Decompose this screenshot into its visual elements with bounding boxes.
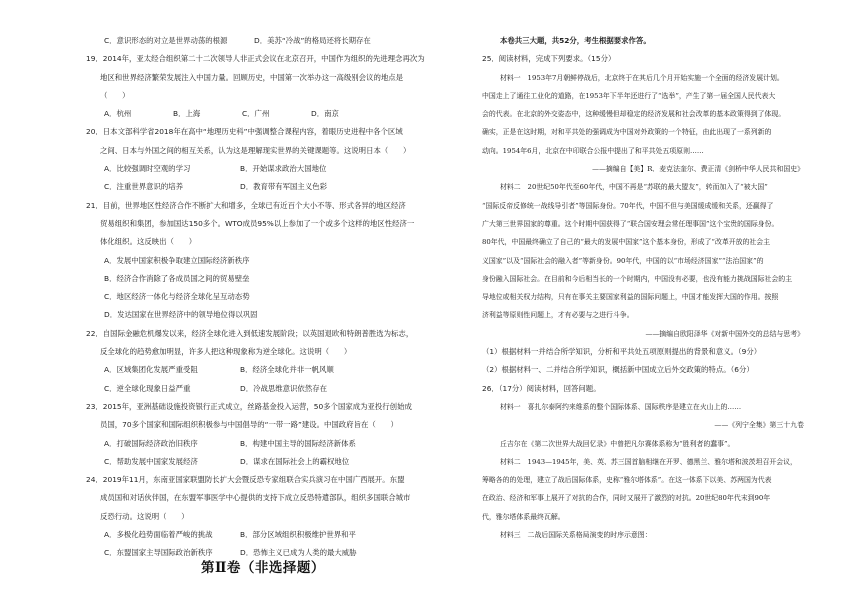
- q26-material-2-line-4: 代，雅尔塔体系最终瓦解。: [482, 512, 565, 521]
- option-d: D．冷战思维意识依然存在: [240, 383, 327, 393]
- option-c: C．东盟国家主导国际政治新秩序: [104, 548, 213, 558]
- q22-line-1: 22．自国际金融危机爆发以来，经济全球化进入到低速发展阶段；以英国退欧和特朗普胜选为标志，: [86, 328, 414, 338]
- option-c: C．逆全球化现象日益严重: [104, 383, 191, 393]
- q26-material-1: 材料一 喜扎尔泰阿约来维系的整个国际体系、国际秩序是建立在火山上的……: [500, 402, 742, 411]
- q25-material-1-line-2: 中国走上了通往工业化的道路，在1953年下半年还进行了“选举”，产生了第一届全国人民代表大: [482, 91, 776, 100]
- q19-line-2: 地区和世界经济繁荣发展注入中国力量。回顾历史，中国第一次举办这一高级别会议的地点是: [100, 72, 404, 82]
- q25-material-1-line-1: 材料一 1953年7月朝鲜停战后，北京终于在其后几个月开始实施一个全面的经济发展计划。: [500, 73, 784, 82]
- q21-option-d: D．发达国家在世界经济中的领导地位得以巩固: [104, 310, 258, 320]
- q23-line-2: 员国，70多个国家和国际组织积极参与中国倡导的“一带一路”建设。中国政府旨在（ ）: [100, 420, 398, 430]
- option-d: D．恐怖主义已成为人类的最大威胁: [240, 548, 357, 558]
- q25-material-2-line-6: 身份融入国际社会。在目前和今后相当长的一个时期内，中国没有必要，也没有能力挑战国际社会的主: [482, 274, 793, 283]
- q21-line-3: 体化组织。这反映出（ ）: [100, 237, 197, 247]
- q26-material-2-line-3: 在政治、经济和军事上展开了对抗的合作，同时又展开了激烈的对抗。20世纪80年代末到90年: [482, 494, 771, 503]
- q21-option-c: C．地区经济一体化与经济全球化呈互动态势: [104, 292, 250, 302]
- option-d: D．南京: [311, 109, 339, 119]
- q23-options-cd: [86, 453, 438, 471]
- option-c: C．帮助发展中国家发展经济: [104, 456, 198, 466]
- q26-material-1b: 丘吉尔在《第二次世界大战回忆录》中曾把凡尔赛体系称为“胜利者的蠢事”。: [500, 439, 735, 448]
- option-b: B．开始谋求政治大国地位: [240, 164, 327, 174]
- q25-material-2-line-4: 80年代，中国最终确立了自己的“最大的发展中国家”这个基本身份，形成了“改革开放的社会主: [482, 238, 771, 247]
- option-b: B．上海: [173, 109, 201, 119]
- q25-material-2-line-8: 济利益等原则性问题上，才有必要与之进行斗争。: [482, 311, 634, 320]
- q26-material-2-line-2: 筹略各的的处理，建立了战后国际体系，史称“雅尔塔体系”。在这一体系下以美、苏两国为代表: [482, 476, 772, 485]
- q26-source-1: ——《列宁全集》第三十九卷: [714, 421, 804, 430]
- q25-source-1: ——摘编自【美】R．麦克法奎尔、费正清《剑桥中华人民共和国史》: [592, 165, 804, 174]
- q24-options-ab: [86, 526, 438, 544]
- right-column: [482, 0, 812, 544]
- option-a: A．多极化趋势面临着严峻的挑战: [104, 530, 213, 540]
- option-b: B．构建中国主导的国际经济新体系: [240, 438, 356, 448]
- q24-line-1: 24．2019年11月，东南亚国家联盟防长扩大会暨反恐专家组联合实兵演习在中国广西展开。东盟: [86, 475, 405, 485]
- q23-options-ab: [86, 435, 438, 453]
- q20-options-ab: [86, 160, 438, 178]
- q25-material-2-line-7: 导地位或相关权力结构，只有在事关主要国家利益的国际问题上，中国才能发挥大国的作用。按照: [482, 293, 779, 302]
- q20-options-cd: [86, 178, 438, 196]
- q25-material-1-line-4: 确实，正是在这时期，对和平共处的强调成为中国对外政策的一个特征，由此出现了一系列新的: [482, 128, 772, 137]
- q21-line-1: 21．目前，世界地区性经济合作不断扩大和增多，全球已有近百个大小不等、形式各异的地区经济: [86, 200, 406, 210]
- q26-heading: 26．（17分）阅读材料，回答问题。: [482, 383, 601, 393]
- part-intro: 本卷共三大题，共52分，考生根据要求作答。: [500, 36, 651, 45]
- option-a: A．打破国际经济政治旧秩序: [104, 438, 198, 448]
- q25-material-2-line-2: “国际反帝反修统一战线导引者”等国际身份。70年代，中国不但与美国缓成缓和关系，还赢得了: [482, 201, 774, 210]
- option-c: C．意识形态的对立是世界动荡的根源: [104, 36, 228, 45]
- q26-material-3: 材料三 二战后国际关系格局演变的时序示意图：: [500, 531, 652, 540]
- option-c: C．注重世界意识的培养: [104, 182, 184, 192]
- q25-ask-1: （1）根据材料一并结合所学知识，分析和平共处五项原则提出的背景和意义。（9分）: [482, 347, 762, 357]
- option-d: D．谋求在国际社会上的霸权地位: [240, 456, 350, 466]
- q21-option-a: A．发展中国家积极争取建立国际经济新秩序: [104, 255, 250, 265]
- q19-line-1: 19．2014年，亚太经合组织第二十二次领导人非正式会议在北京召开，中国作为组织的先进理念再次为: [86, 54, 425, 64]
- option-b: B．部分区域组织积极维护世界和平: [240, 530, 356, 540]
- q25-ask-2: （2）根据材料一、二并结合所学知识，概括新中国成立后外交政策的特点。（6分）: [482, 365, 754, 375]
- q20-line-2: 之间、日本与外国之间的相互关系，认为这是理解现实世界的关键课题等。这说明日本（ ）: [100, 145, 411, 155]
- q25-material-2-line-1: 材料二 20世纪50年代至60年代，中国不再是“苏联的最大盟友”，转而加入了“被大国”: [500, 183, 768, 192]
- option-d: D．教育带有军国主义色彩: [240, 182, 327, 192]
- q19-options: [86, 105, 438, 123]
- q24-line-3: 反恐行动。这说明（ ）: [100, 511, 189, 521]
- q25-material-1-line-5: 动向。1954年6月，北京在中印联合公报中提出了和平共处五项原则……: [482, 146, 704, 155]
- q25-material-2-line-3: 广大第三世界国家的尊重。这个时期中国获得了“联合国安理会常任理事国”这个宝贵的国际身份。: [482, 219, 779, 228]
- q22-options-ab: [86, 361, 438, 379]
- q21-line-2: 贸易组织和集团，参加国达150多个。WTO成员95%以上参加了一个或多个这样的地区性经济一: [100, 218, 415, 228]
- option-c: C．广州: [242, 109, 270, 119]
- option-a: A．区域集团化发展严重受阻: [104, 365, 198, 375]
- q22-line-2: 反全球化的趋势愈加明显，许多人把这种现象称为逆全球化。这说明（ ）: [100, 347, 352, 357]
- option-b: B．经济全球化并非一帆风顺: [240, 365, 334, 375]
- q25-source-2: ——摘编自欧阳泽华《对新中国外交的总结与思考》: [645, 329, 804, 338]
- q25-heading: 25．阅读材料，完成下列要求。（15分）: [482, 54, 616, 64]
- option-a: A．比较强调时空观的学习: [104, 164, 191, 174]
- q25-material-1-line-3: 会的代表。在北京的外交姿态中，这种缓慢但却稳定的经济发展和社会改革的基本政策得到了体现。: [482, 110, 786, 119]
- q22-options-cd: [86, 380, 438, 398]
- q26-material-2-line-1: 材料二 1943—1945年，美、英、苏三国首脑相继在开罗、德黑兰、雅尔塔和波茨坦召开会议，: [500, 457, 797, 466]
- q24-line-2: 成员国和对话伙伴国，在东盟军事医学中心提供的支持下成立反恐特遣部队，组织多国联合城市: [100, 493, 411, 503]
- q21-option-b: B．经济合作消除了各成员国之间的贸易壁垒: [104, 273, 250, 283]
- option-a: A．杭州: [104, 109, 132, 119]
- q25-material-2-line-5: 义国家”以及“国际社会的融入者”等新身份。90年代，中国的以“市场经济国家”“法治国家”的: [482, 256, 764, 265]
- q18-options: [86, 32, 438, 50]
- left-column: [86, 0, 438, 563]
- option-d: D．美苏“冷战”的格局还将长期存在: [254, 36, 371, 45]
- section-title: 第Ⅱ卷（非选择题）: [201, 560, 325, 576]
- q19-line-3: （ ）: [100, 90, 130, 100]
- q23-line-1: 23．2015年，亚洲基础设施投资银行正式成立，丝路基金投入运营，50多个国家成为亚投行创始成: [86, 401, 412, 411]
- q20-line-1: 20．日本文部科学省2018年在高中“地理历史科”中强调整合课程内容，着眼历史进程中各个区域: [86, 127, 403, 137]
